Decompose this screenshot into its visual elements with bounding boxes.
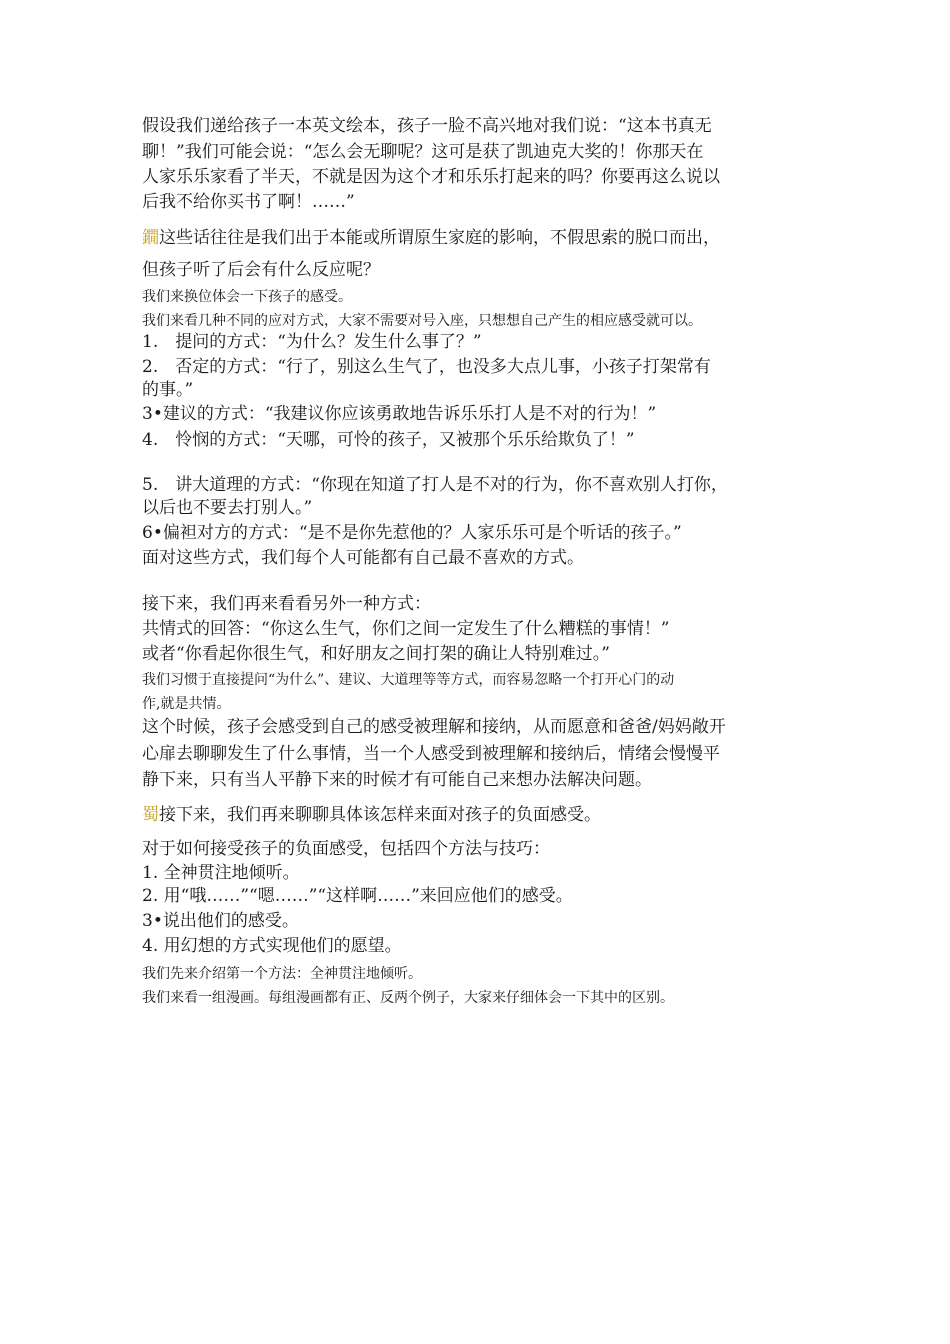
paragraph-line: 我们来换位体会一下孩子的感受。 <box>142 289 352 305</box>
list-item: 4. 用幻想的方式实现他们的愿望。 <box>142 936 402 956</box>
list-item: 5. 讲大道理的方式：“你现在知道了打人是不对的行为，你不喜欢别人打你， <box>142 475 728 495</box>
paragraph-line: 这个时候，孩子会感受到自己的感受被理解和接纳，从而愿意和爸爸/妈妈敞开 <box>142 717 726 737</box>
paragraph-line: 聊！”我们可能会说：“怎么会无聊呢？这可是获了凯迪克大奖的！你那天在 <box>142 142 704 162</box>
paragraph-line: 我们来看一组漫画。每组漫画都有正、反两个例子，大家来仔细体会一下其中的区别。 <box>142 990 674 1006</box>
margin-mark: 鐗 <box>142 228 159 248</box>
list-item: 4. 怜悯的方式：“天哪，可怜的孩子，又被那个乐乐给欺负了！” <box>142 430 635 450</box>
paragraph-line-text: 这些话往往是我们出于本能或所谓原生家庭的影响，不假思索的脱口而出， <box>159 228 720 248</box>
paragraph-line <box>142 807 601 824</box>
paragraph-line: 我们先来介绍第一个方法：全神贯注地倾听。 <box>142 966 422 982</box>
paragraph-line: 或者“你看起你很生气，和好朋友之间打架的确让人特别难过。” <box>142 644 610 664</box>
paragraph-line: 我们来看几种不同的应对方式，大家不需要对号入座，只想想自己产生的相应感受就可以。 <box>142 313 702 329</box>
paragraph-line: 人家乐乐家看了半天，不就是因为这个才和乐乐打起来的吗？你要再这么说以 <box>142 167 720 187</box>
paragraph-line: 但孩子听了后会有什么反应呢？ <box>142 260 380 280</box>
paragraph-line-text: 接下来，我们再来聊聊具体该怎样来面对孩子的负面感受。 <box>159 805 601 825</box>
paragraph-line: 我们习惯于直接提问“为什么”、建议、大道理等等方式，而容易忽略一个打开心门的动 <box>142 672 675 688</box>
paragraph-line: 心扉去聊聊发生了什么事情，当一个人感受到被理解和接纳后，情绪会慢慢平 <box>142 744 720 764</box>
list-item: 的事。” <box>142 380 194 400</box>
paragraph-line: 后我不给你买书了啊！……” <box>142 192 355 212</box>
list-item: 以后也不要去打别人。” <box>142 498 313 518</box>
paragraph-line: 接下来，我们再来看看另外一种方式： <box>142 594 431 614</box>
list-item: 2. 否定的方式：“行了，别这么生气了，也没多大点儿事，小孩子打架常有 <box>142 357 711 377</box>
paragraph-line: 假设我们递给孩子一本英文绘本，孩子一脸不高兴地对我们说：“这本书真无 <box>142 116 712 136</box>
list-item: 1. 提问的方式：“为什么？发生什么事了？” <box>142 332 482 352</box>
list-item: 6•偏袒对方的方式：“是不是你先惹他的？人家乐乐可是个听话的孩子。” <box>142 523 682 543</box>
paragraph-line: 作,就是共情。 <box>142 696 231 712</box>
paragraph-line <box>142 230 720 247</box>
list-item: 3•说出他们的感受。 <box>142 911 299 931</box>
paragraph-line: 对于如何接受孩子的负面感受，包括四个方法与技巧： <box>142 839 550 859</box>
margin-mark: 蜀 <box>142 805 159 825</box>
paragraph-line: 共情式的回答：“你这么生气，你们之间一定发生了什么糟糕的事情！” <box>142 619 670 639</box>
list-item: 2. 用“哦……”“嗯……”“这样啊……”来回应他们的感受。 <box>142 886 573 906</box>
paragraph-line: 面对这些方式，我们每个人可能都有自己最不喜欢的方式。 <box>142 548 584 568</box>
paragraph-line: 静下来，只有当人平静下来的时候才有可能自己来想办法解决问题。 <box>142 770 652 790</box>
list-item: 1. 全神贯注地倾听。 <box>142 863 300 883</box>
list-item: 3•建议的方式：“我建议你应该勇敢地告诉乐乐打人是不对的行为！” <box>142 404 657 424</box>
